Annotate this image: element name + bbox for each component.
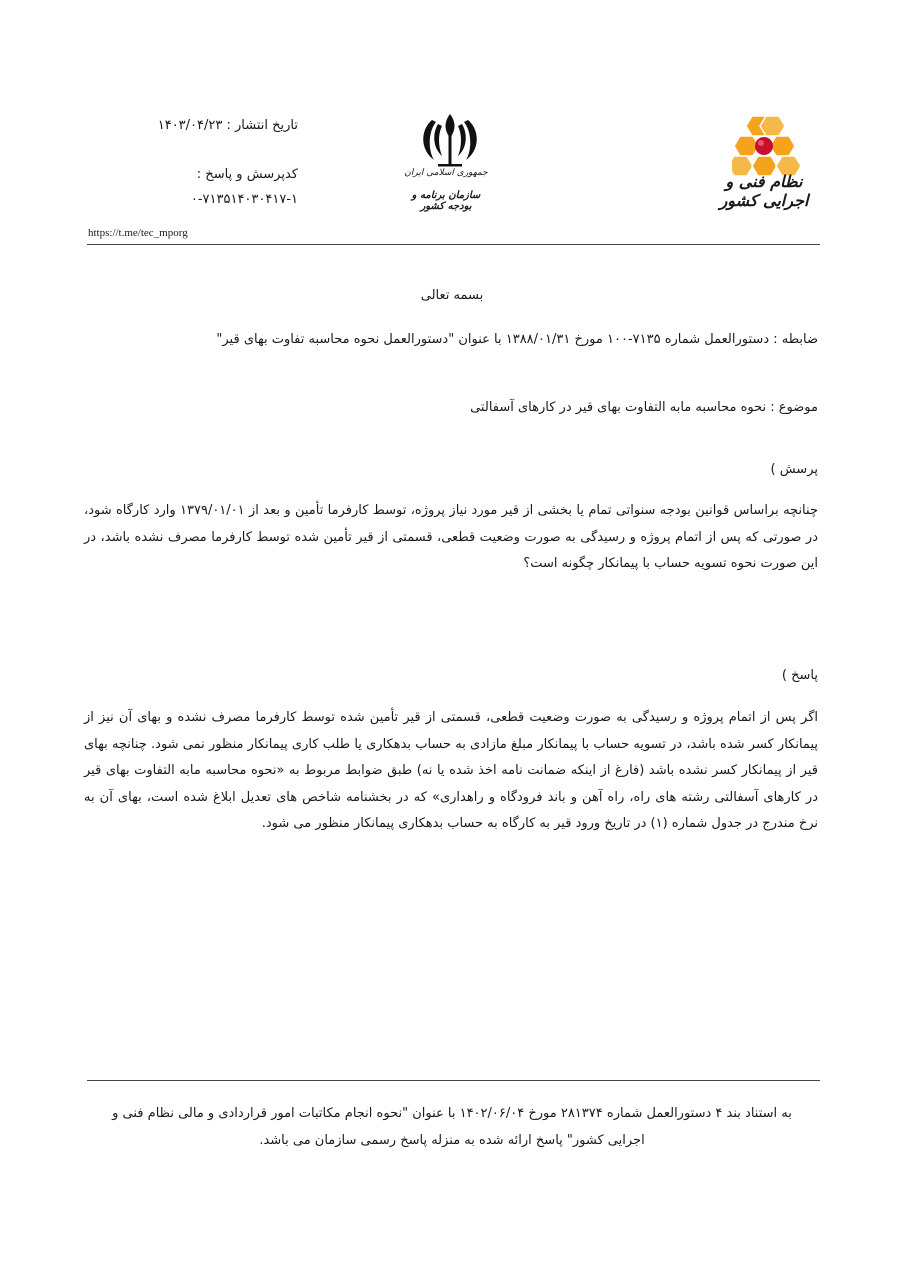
qa-code-value: ۰-۷۱۳۵۱۴۰۳۰۴۱۷-۱ (190, 192, 298, 207)
regulation-reference: ضابطه : دستورالعمل شماره ۷۱۳۵-۱۰۰ مورخ ۱۳۸۸/۰۱/۳۱ با عنوان "دستورالعمل نحوه محاسبه تفاوت بهای قیر" (216, 332, 818, 347)
footer-note: به استناد بند ۴ دستورالعمل شماره ۲۸۱۳۷۴ مورخ ۱۴۰۲/۰۶/۰۴ با عنوان "نحوه انجام مکاتبات امور قراردادی و مالی نظام فنی و اجرایی کشور" پاسخ ارائه شده به منزله پاسخ رسمی سازمان می باشد. (112, 1106, 792, 1148)
publish-date: تاریخ انتشار : ۱۴۰۳/۰۴/۲۳ (157, 118, 298, 133)
emblem-org-line1: جمهوری اسلامی ایران (404, 168, 488, 178)
emblem-org-line2: سازمان برنامه و بودجه کشور (411, 190, 481, 212)
answer-heading: پاسخ ) (781, 668, 818, 683)
nezam-fanni-logo-icon (732, 112, 802, 178)
header-divider (87, 244, 820, 245)
telegram-channel-link[interactable]: https://t.me/tec_mporg (88, 227, 188, 239)
logo-text: نظام فنی و اجرایی کشور (719, 172, 809, 210)
question-heading: پرسش ) (770, 462, 818, 477)
subject-line: موضوع : نحوه محاسبه مابه التفاوت بهای قیر در کارهای آسفالتی (470, 400, 818, 415)
qa-code-label: کدپرسش و پاسخ : (196, 167, 298, 182)
answer-text: اگر پس از اتمام پروژه و رسیدگی به صورت وضعیت قطعی، قسمتی از قیر تأمین شده توسط کارفرما مصرف نشده و بهای آن نیز از پیمانکار کسر شده باشد، در تسویه حساب با پیمانکار مبلغ مازادی به حساب بدهکاری یا طلب کاری پیمانکار منظور نمی شود. چنانچه بهای قیر از پیمانکار کسر نشده باشد (فارغ از اینکه ضمانت نامه اخذ شده یا نه) طبق ضوابط مربوط به «نحوه محاسبه مابه التفاوت بهای قیر در کارهای آسفالتی رشته های راه، راه آهن و باند فرودگاه و راهداری» که در بخشنامه شاخص های تعدیل ابلاغ شده است، بهای آن به نرخ مندرج در جدول شماره (۱) در تاریخ ورود قیر به کارگاه به حساب بدهکاری پیمانکار منظور می شود. (84, 710, 818, 831)
basmala: بسمه تعالی (420, 288, 484, 303)
question-text: چنانچه براساس قوانین بودجه سنواتی تمام یا بخشی از قیر مورد نیاز پروژه، توسط کارفرما تأمین و بعد از ۱۳۷۹/۰۱/۰۱ وارد کارگاه شود، در صورتی که پس از اتمام پروژه و رسیدگی به صورت وضعیت قطعی، قسمتی از قیر تأمین شده توسط کارفرما مصرف نشده باشد، در این صورت نحوه تسویه حساب با پیمانکار چگونه است؟ (84, 503, 818, 571)
footer-divider (87, 1080, 820, 1081)
